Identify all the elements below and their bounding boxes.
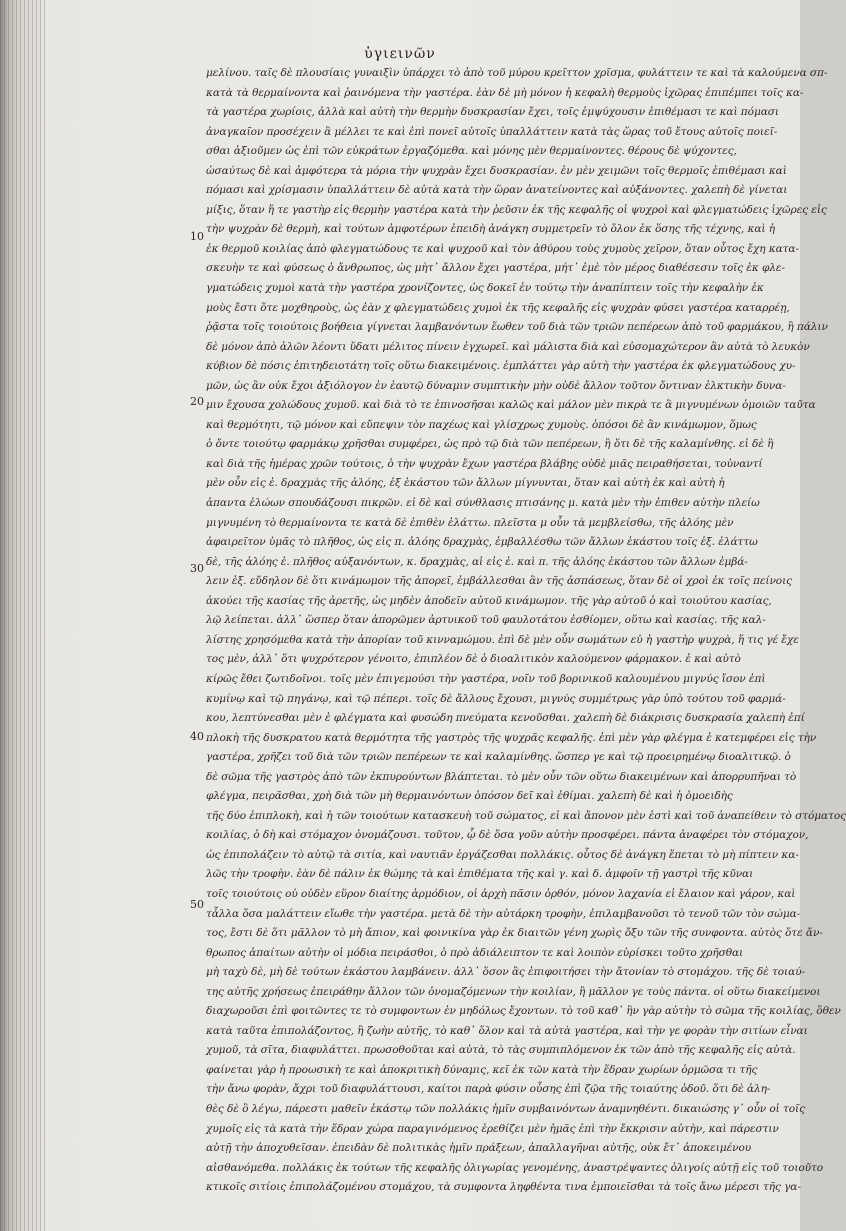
text-line: πόμασι καὶ χρίσμασιν ὑπαλλάττειν δὲ αὐτὰ κατὰ τὴν ὥραν ἀνατείνοντες καὶ αὐξάνοντες. χαλεπὴ δὲ γίνεται (206, 184, 788, 197)
running-head: ὑγιεινῶν (364, 46, 436, 62)
text-line: ἀκούει τῆς κασίας τῆς ἀρετῆς, ὡς μηδὲν ἀποδεῖν αὐτοῦ κινάμωμον. τῆς γὰρ αὐτοῦ ὁ καὶ τοιούτου κασίας, (206, 594, 772, 607)
text-line: τοῖς τοιούτοις οὐ οὐδὲν εὕρον διαίτης ἁρμόδιον, οἱ ἀρχὴ πᾶσιν ὀρθόν, μόνον λαχανία εἰ ἔλαιον καὶ γάρον, καὶ (206, 887, 796, 900)
text-line: ἐκ θερμοῦ κοιλίας ἀπὸ φλεγματώδους τε καὶ ψυχροῦ καὶ τὸν ἀθύρου τοὺς χυμοὺς χεῖρον, ὅταν οὗτος ἔχη κατα- (206, 242, 799, 255)
text-line: ὡσαύτως δὲ καὶ ἀμφότερα τὰ μόρια τὴν ψυχρὰν ἔχει δυσκρασίαν. ἐν μὲν χειμῶνι τοῖς θερμοῖς ἐπιθέμασι καὶ (206, 164, 787, 177)
text-line: δὲ, τῆς ἀλόης ἐ. πλῆθος αὐξανόντων, κ. δραχμὰς, αἱ εἰς ἐ. καὶ π. τῆς ἀλόης ἑκάστου τῶν ἄλλων ἐμβά- (206, 555, 748, 568)
text-line: μελίνου. ταῖς δὲ πλουσίαις γυναιξὶν ὑπάρχει τὸ ἀπὸ τοῦ μύρου κρεῖττον χρῖσμα, φυλάττειν τε καὶ τὰ καλούμενα σπ- (206, 67, 828, 79)
text-line: λῷ λείπεται. ἀλλ᾽ ὥσπερ ὅταν ἀπορῶμεν ἀρτυικοῦ τοῦ φαυλοτάτου ἐσθίομεν, οὕτω καὶ κασίας. τῆς καλ- (206, 614, 766, 627)
text-line: τος μὲν, ἀλλ᾽ ὅτι ψυχρότερον γένοιτο, ἐπιπλέον δὲ ὁ διοαλιτικὸν καλούμενον φάρμακον. ἐ καὶ αὐτὸ (206, 653, 741, 666)
text-line: τἆλλα ὅσα μαλάττειν εἴωθε τὴν γαστέρα. μετὰ δὲ τὴν αὐτάρκη τροφὴν, ἐπιλαμβανοῦσι τὸ τενοῦ τῶν τὸν σώμα- (206, 907, 801, 920)
text-line: θὲς δὲ ὃ λέγω, πάρεστι μαθεῖν ἑκάστῳ τῶν πολλάκις ἡμῖν συμβαινόντων ἀναμνηθέντι. δικαιώσης γ᾽ οὖν οἱ τοῖς (206, 1102, 805, 1115)
text-line: καὶ διὰ τῆς ἡμέρας χρῶν τούτοις, ὁ τὴν ψυχρὰν ἔχων γαστέρα βλάβης οὐδὲ μιᾶς πειραθήσεται, τοὐναντί (206, 457, 763, 470)
line-number: 40 (190, 730, 204, 743)
text-line: λίστης χρησόμεθα κατὰ τὴν ἀπορίαν τοῦ κινναμώμου. ἐπὶ δὲ μὲν οὖν σωμάτων εὐ ἡ γαστὴρ ψυχρὰ, ἥ τις γέ ἔχε (206, 633, 799, 646)
text-line: αἰσθανόμεθα. πολλάκις ἐκ τούτων τῆς κεφαλῆς ὀλιγωρίας γενομένης, ἀναστρέψαντες ὀλιγοίς αὐτῇ εἰς τοῦ τοιοῦτο (206, 1161, 824, 1174)
text-line: μῶν, ὡς ἂν οὐκ ἔχοι ἀξιόλογον ἐν ἑαυτῷ δύναμιν συμπτικὴν μὴν οὐδὲ ἄλλον τοῦτον ὄντιναν ἐλκτικὴν δυνα- (206, 379, 786, 392)
text-line: τὴν ψυχρὰν δὲ θερμὴ, καὶ τούτων ἀμφοτέρων ἐπειδὴ ἀνάγκη συμμετρεῖν τὸ ὅλον ἐκ ὅσης τῆς τέχνης, καὶ ἡ (206, 223, 775, 236)
text-line: ὁ ὄντε τοιούτῳ φαρμάκῳ χρῆσθαι συμφέρει, ὡς πρὸ τῷ διὰ τῶν πεπέρεων, ἢ ὅτι δὲ τῆς καλαμίνθης. εἰ δὲ ἢ (206, 438, 774, 451)
text-line: τῆς δύο ἐπιπλοκὴ, καὶ ἡ τῶν τοιούτων κατασκευὴ τοῦ σώματος, εἰ καὶ ἄπονον μὲν ἐστὶ καὶ τοῦ ἀναπείθειν τὸ στόματος (206, 809, 846, 822)
line-number: 20 (190, 395, 204, 408)
text-line: αὐτῇ τὴν ἀποχυθεῖσαν. ἐπειδὰν δὲ πολιτικὰς ἡμῖν πράξεων, ἀπαλλαγῆναι αὐτῆς, οὐκ ἔτ᾽ ἀποκειμένου (206, 1142, 752, 1155)
text-line: σκευὴν τε καὶ φύσεως ὁ ἄνθρωπος, ὡς μὴτ᾽ ἄλλον ἔχει γαστέρα, μήτ᾽ ἐμὲ τὸν μέρος διαθέσεσιν τοῖς ἐκ φλε- (206, 262, 785, 275)
text-line: δὲ σῶμα τῆς γαστρὸς ἀπὸ τῶν ἐκπυρούντων βλάπτεται. τὸ μὲν οὖν τῶν οὕτω διακειμένων καὶ ἀπορρυπῆναι τὸ (206, 770, 797, 783)
text-line: μιγνυμένη τὸ θερμαίνοντα τε κατὰ δὲ ἐπιθὲν ἐλάττω. πλεῖστα μ οὖν τὰ μεμβλείσθω, τῆς ἀλόης μὲν (206, 516, 734, 529)
text-line: πλοκὴ τῆς δυσκρατου κατὰ θερμότητα τῆς γαστρὸς τῆς ψυχρᾶς κεφαλῆς. ἐπὶ μὲν γὰρ φλέγμα ἐ κατεμφέρει εἰς τὴν (206, 731, 817, 744)
text-line: χυμοῦ, τὰ σῖτα, διαφυλάττει. πρωσοθοῦται καὶ αὐτὰ, τὸ τὰς συμπιπλόμενον ἐκ τῶν ἀπὸ τῆς κεφαλῆς εἰς αὐτὰ. (206, 1044, 796, 1057)
text-line: δὲ μόνον ἀπὸ ἁλῶν λέοντι ὕδατι μέλιτος πίνειν ἐγχωρεῖ. καὶ μάλιστα διὰ καὶ εὐσομαχώτερον ἂν αὐτὰ τὸ λευκὸν (206, 340, 810, 353)
text-line: τὴν ἄνω φορὰν, ἄχρι τοῦ διαφυλάττουσι, καίτοι παρὰ φύσιν οὖσης ἐπὶ ζῷα τῆς τοιαύτης ὁδοῦ. ὅτι δὲ ἀλη- (206, 1083, 771, 1096)
text-line: κύβιον δὲ πόσις ἐπιτηδειοτάτη τοῖς οὕτω διακειμένοις. ἐμπλάττει γὰρ αὐτὴ τὴν γαστέρα ἐκ φλεγματώδους χυ- (206, 360, 796, 373)
text-line: φαίνεται γὰρ ἡ προωσικὴ τε καὶ ἀποκριτικὴ δύναμις, κεῖ ἐκ τῶν κατὰ τὴν ἕδραν χωρίων ὁρμῶσα τι τῆς (206, 1063, 758, 1076)
text-line: χυμοῖς εἰς τὰ κατὰ τὴν ἕδραν χώρα παραγινόμενος ἐρεθίζει μὲν ἡμᾶς ἐπὶ τὴν ἔκκρισιν αὐτὴν, καὶ πάρεστιν (206, 1122, 779, 1135)
text-line: της αὐτῆς χρήσεως ἐπειράθην ἄλλον τῶν ὀνομαζόμενων τὴν κοιλίαν, ἢ μᾶλλον γε τοὺς πάντα. οἱ οὕτω διακείμενοι (206, 985, 821, 998)
text-line: ἀναγκαῖον προσέχειν ἃ μέλλει τε καὶ ἐπὶ πονεῖ αὐτοῖς ὑπαλλάττειν κατὰ τὰς ὥρας τοῦ ἔτους αὐτοῖς ποιεῖ- (206, 125, 778, 138)
text-line: μοὺς ἔστι ὅτε μοχθηροὺς, ὡς ἐὰν χ φλεγματώδεις χυμοὶ ἐκ τῆς κεφαλῆς εἰς ψυχρὰν φύσει γαστέρα καταρρέῃ, (206, 301, 790, 314)
text-line: κυμίνῳ καὶ τῷ πηγάνῳ, καὶ τῷ πέπερι. τοῖς δὲ ἄλλους ἔχουσι, μιγνύς συμμέτρως γὰρ ὑπὸ τούτου τοῦ φαρμά- (206, 692, 786, 705)
text-line: λειν ἐξ. εὔδηλον δὲ ὅτι κινάμωμον τῆς ἀπορεῖ, ἐμβάλλεσθαι ἃν τῆς ἀσπάσεως, ὅταν δὲ οἱ χροὶ ἐκ τοῖς πείνοις (206, 575, 792, 588)
text-line: κου, λεπτύνεσθαι μὲν ἐ φλέγματα καὶ φυσώδη πνεύματα κενοῦσθαι. χαλεπὴ δὲ διάκρισις δυσκρασία χαλεπὴ ἐπί (206, 712, 805, 725)
book-binding-edge (0, 0, 46, 1231)
text-line: ὡς ἐπιπολάζειν τὸ αὐτῷ τὰ σιτία, καὶ ναυτιᾶν ἐργάζεσθαι πολλάκις. οὗτος δὲ ἀνάγκη ἕπεται τὸ μὴ πίπτειν κα- (206, 848, 799, 861)
line-number: 30 (190, 562, 204, 575)
text-line: διαχωροῦσι ἐπὶ φοιτῶντες τε τὸ συμφοντων ἐν μηδόλως ἔχοντων. τὸ τοῦ καθ᾽ ἣν γὰρ αὐτὴν τὸ σῶμα τῆς κοιλίας, ὅθεν (206, 1005, 841, 1018)
text-line: κατὰ ταῦτα ἐπιπολάζοντος, ἢ ζωὴν αὐτῆς, τὸ καθ᾽ ὅλον καὶ τὰ αὐτὰ γαστέρα, καὶ τὴν γε φορὰν τὴν σιτίων εἶναι (206, 1024, 808, 1037)
text-line: σθαι ἀξιοῦμεν ὡς ἐπὶ τῶν εὐκράτων ἐργαζόμεθα. καὶ μόνης μὲν θερμαίνοντες. θέρους δὲ ψύχοντες, (206, 145, 737, 158)
text-line: τὰ γαστέρα χωρίοις, ἀλλὰ καὶ αὐτὴ τὴν θερμὴν δυσκρασίαν ἔχει, τοῖς ἐμψύχουσιν ἐπιθέμασι τε καὶ πόμασι (206, 106, 779, 119)
line-number: 10 (190, 230, 204, 243)
text-line: ῥᾷστα τοῖς τοιούτοις βοήθεια γίγνεται λαμβανόντων ἕωθεν τοῦ διὰ τῶν τριῶν πεπέρεων ἀπὸ τοῦ φαρμάκου, ἢ πάλιν (206, 321, 828, 334)
text-line: ἀφαιρεῖτον ὑμᾶς τὸ πλῆθος, ὡς εἰς π. ἀλόης δραχμὰς, ἐμβαλλέσθω τῶν ἄλλων ἑκάστου τοῖς ἐξ. ἐλάττω (206, 536, 758, 549)
text-line: μιν ἔχουσα χολώδους χυμοῦ. καὶ διὰ τὸ τε ἐπινοσῆσαι καλῶς καὶ μάλον μὲν πικρὰ τε ἃ μιγνυμένων ὁμοιῶν ταῦτα (206, 399, 816, 412)
text-line: μίξις, ὅταν ἥ τε γαστὴρ εἰς θερμὴν γαστέρα κατὰ τὴν ῥεῦσιν ἐκ τῆς κεφαλῆς οἱ ψυχροὶ καὶ φλεγματώδεις ἰχῶρες εἰς (206, 203, 827, 216)
text-line: ἀπαντα ἐλώων σπουδάζουσι πικρῶν. εἰ δὲ καὶ σύνθλασις πτισάνης μ. κατὰ μὲν τὴν ἐπιθεν αὐτὴν πλείω (206, 497, 760, 510)
text-line: γαστέρα, χρῆζει τοῦ διὰ τῶν τριῶν πεπέρεων τε καὶ καλαμίνθης. ὥσπερ γε καὶ τῷ προειρημένῳ διοαλιτικῷ. ὁ (206, 751, 791, 764)
text-line: γματώδεις χυμοὶ κατὰ τὴν γαστέρα χρονίζοντες, ὡς δοκεῖ ἐν τούτῳ τὴν ἀναπίπτειν τοῖς τὴν κεφαλὴν ἐκ (206, 282, 764, 295)
text-line: κοιλίας, ὁ δὴ καὶ στόμαχον ὀνομάζουσι. τοῦτον, ᾧ δὲ ὅσα γοῦν αὐτὴν προσφέρει. πάντα ἀναφέρει τὸν στόμαχον, (206, 829, 809, 842)
text-line: τος, ἔστι δὲ ὅτι μᾶλλον τὸ μὴ ἄπιον, καὶ φοινικίνα γὰρ ἐκ διαιτῶν γένη χωρὶς ὄξυ τῶν τῆς συνφοντα. αὐτὸς ὅτε ἄν- (206, 927, 823, 940)
text-line: φλέγμα, πειρᾶσθαι, χρὴ διὰ τῶν μὴ θερμαινόντων ὁπόσον δεῖ καὶ ἐθίμαι. χαλεπὴ δὲ καὶ ἡ ὁμοειδὴς (206, 790, 733, 803)
text-line: κίρῶς ἔθει ζωτιδοῖνοι. τοῖς μὲν ἐπιγεμούσι τὴν γαστέρα, νοῖν τοῦ βορινικοῦ καλουμένου μιγνύς ἴσον ἐπὶ (206, 672, 766, 685)
text-line: καὶ θερμότητι, τῷ μόνον καὶ εὔπεψιν τὸν παχέως καὶ γλίσχρως χυμοὺς. ὁπόσοι δὲ ἂν κινάμωμον, ὅμως (206, 418, 757, 431)
text-line: λῶς τὴν τροφὴν. ἐὰν δὲ πάλιν ἐκ θώμης τὰ καὶ ἐπιθέματα τῆς καὶ γ. καὶ δ. ἀμφοῖν τῇ γαστρὶ τῆς κῦναι (206, 868, 754, 881)
text-line: μὴ ταχὺ δὲ, μὴ δὲ τούτων ἑκάστου λαμβάνειν. ἀλλ᾽ ὅσον ἂς ἐπιφοιτήσει τὴν ἄτονίαν τὸ στομάχου. τῆς δὲ τοιαύ- (206, 966, 805, 979)
text-line: μὲν οὖν εἰς ἐ. δραχμὰς τῆς ἀλόης, ἐξ ἑκάστου τῶν ἄλλων μίγνυνται, ὅταν καὶ αὐτὴ ἐκ καὶ αὐτὴ ἡ (206, 477, 725, 490)
text-line: κατὰ τὰ θερμαίνοντα καὶ ῥαινόμενα τὴν γαστέρα. ἐὰν δὲ μὴ μόνον ἡ κεφαλὴ θερμοὺς ἰχῶρας ἐπιπέμπει τοῖς κα- (206, 86, 804, 99)
text-line: κτικοῖς σιτίοις ἐπιπολάζομένου στομάχου, τὰ συμφοντα ληφθέντα τινα ἐμποιεῖσθαι τὰ τοῖς ἄνω μέρεσι τῆς γα- (206, 1181, 801, 1194)
main-text-column (190, 64, 846, 1198)
text-line: θρωπος ἀπαίτων αὐτὴν οἱ μόδια πειράσθοι, ὁ πρὸ ἀδιάλειπτον τε καὶ λοιπὸν εὑρίσκει τοῦτο χρῆσθαι (206, 946, 744, 959)
line-number: 50 (190, 898, 204, 911)
